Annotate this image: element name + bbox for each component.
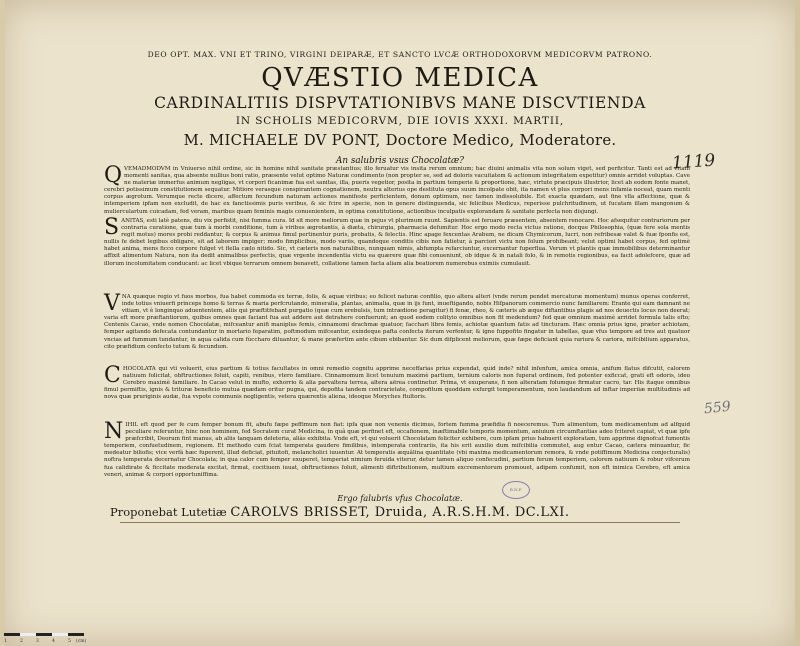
dropcap: C — [104, 363, 121, 388]
ruler-unit: (cm) — [76, 639, 87, 643]
conclusion-line: Ergo falubris vfus Chocolatæ. — [337, 493, 463, 503]
ruler-segment — [20, 633, 36, 636]
ruler-label: 2 — [20, 639, 23, 643]
title-moderator: M. MICHAELE DV PONT, Doctore Medico, Moderatore. — [183, 132, 617, 149]
library-stamp: B.N.F. — [502, 481, 530, 499]
paragraph-text: IHIL eft quod per fe cum femper bonum fit, abufu fæpe peffimum non fiat: ipfa quæ non venenis dicimus, fortem fumma præfidia fi noeceremus. Tum alimentum, tum medicamentum ad alfquid peculiare referuntur, hinc non hominem, fed Socratem curat Medicina, in quâ quæ perfinet eft, occafionem, inæftimabile temporis momentum, aniuium circumftantias adeo fciteret capiat, vt quæ ipfe præfcribit, Deorum fint manus, ab aliis tanquam deleteria, aliàs exhibita. Vnde eft, vt qui voluerit Chocolatam feliciter exhibere, cum ipfam prius habuerit exploratam, tum apprime dignofcat fumentis temperiem, confuetudinem, regionem. Et methodo cum fciat temperata gaudere fimilibus, intemperata contrariis, ita his erit auxilio dum mifcibilia commutet, aug entur Cacao, cætera minuantur, fic medeatur biliofis; vice verfà hæc fuperent, illud deficiat, pituitofi, melancholici iuuentur. At temperatis æquâlina quantitate (vbi maxima medicamentorum remora, & vnde potiffimum Medicina conjecturalis) noftra temperata decernatur Chocolata; in qua calor cum femper exuperet, temperiat nimium feruida viterur, detur tamen aliquo confecudini, partium ferum temperiem, calorem natiuum & robur vifcerum fua calidirate & ficcitate moderata excitat, firmat, cocitiuem iuuat, obftructiones foluit, alimenti diftributionem, multium excrementorum promouet, adipem confumit, non eft inimica Cerebro, eft amica veneri, animæ & corpori opportuniffima. — [104, 422, 690, 478]
dropcap: S — [104, 215, 120, 240]
ruler-label: 3 — [36, 639, 39, 643]
ruler-label: 5 — [68, 639, 71, 643]
dropcap: V — [104, 291, 120, 316]
handwritten-number: 1119 — [671, 150, 716, 174]
ruler-bar — [4, 633, 84, 636]
paragraph-3 — [104, 291, 690, 351]
margin-number: 559 — [703, 398, 732, 418]
paragraph-text: NA quæque regio vt fuos morbos, fua habet commoda ex terræ, folis, & aquæ viribus; eo felicet naturæ confilio, quo altera alteri (vnde rerum pendet mercaturæ momentum) munus operas conferret, inde totius vniuerfi princeps homo & terras & maria perfcrutando, mineralia, plantas, animalia, quæ in ijs funt, inueftigando, nobis Hifpanorum commercio nunc familiarem: Erante qui eam damnant ne vitiam, vt è longinquo aduententem, aliis qui præftitfebant purgatio (quæ cum erebulsis, tum intrædione peragitur) fi fenæ, rheo, & cæteris ab æque diftantibus plagis ad nos deuectis locus non deerat; varia eft more præftantiorum, quibus omnes quæ faciant fua aut addere aut detrahere confuerunt; an quod eodem colityio omnibus non fit medendum? fed quæ omnium maximè arridet formula talis efto; Centenis Cacao, vnde nomen Chocolatæ, mifceantur anifi maniplus femis, cinnamomi drachmæ quatuor, facchari libra femis, achiotæ quantum fatis ad tincturam. Hæc omnia prius igne, præter achiotam, femper agitando defecata contundantur in mortario feparatim, poftmodum mifceantur, exindeque pafta confecta iterum verfentur, & igne fuppofito fingatur in tabellas, quæ vfus tempore ad tres aut quatuor vncias ad fummum tundantur, in aqua calida cum fùccharo diluantur, & mane præfertim ante cibum ebibantur. Sic dum difplicent meliorum, quæ fæpe deficiant quia rariura & cariora, mifcibilium apparatus, cito præfidium confecto tutum & fecundum. — [104, 294, 690, 350]
dedication-line: DEO OPT. MAX. VNI ET TRINO, VIRGINI DEIPARÆ, ET SANCTO LVCÆ ORTHODOXORVM MEDICORVM PATRONO. — [147, 50, 653, 59]
ruler-segment — [52, 633, 68, 636]
paragraph-5 — [104, 419, 690, 479]
paragraph-text: ANITAS, esti latè patens, diu vix perfistit, nisi fumma cura. Id sit more meliorum quæ in pejus vt plurimum ruunt. Sapientis est feruare præsentem, absentem renocare. Hoc afsequitur contrariorum per contraria curatione, quæ tum à morbi conditione, tum à viribus ægrotantis, à diæta, chirurgia, pharmacia defumitur. Hoc ergo modo recta victus ratione, docque Philosophia, (quæ fere sola mentis regit motus) mores probi reddantur, & corpus & animus fimul pertinentur puris, probatis, & felectis. Hinc apage fexcentas Arabum, ne dicam Chymicorum, lucri, non refribesæ valet & fuæ fponfis est, nullis fe debet legibus obligare, sit ad laborem impiger; modo fimplicibus, modo variis, quandoque conditis cibis non fatietur, à parciori victu non folum prohibeant; velut optimi habet corpus, fed optimè habet anima, mens ficco corpore fulget vt flella cælo nitido. Sic, vt cæteris non naturalibus, nunquam nimis, abfumpta refarciuntur, excernantur fuperflua. Verum vt plantis quæ immobilibus determinantur affixit alimentum Natura, non ita dedit animalibus perfectis, quæ vrgente incendentia victu ea quærere quæ fibi conueniunt, ob idque & in natali folo, & in remotis regionibus, ea facit adolefcere, quæ ad illorum incolumitatem conducant: ac licet vbique terrarum omnem benavett, collatione tamen facta aliam alia beatiorem numerebus eximiis cumulauit. — [104, 218, 690, 267]
title-main: QVÆSTIO MEDICA — [261, 63, 539, 93]
paragraph-text: VEMADMODVM in Vniuerso nihil ordine, sic in homine nihil sanitate præstantius; illo feruatur vis insita rerum omnium; hac diuini animalis vita non solum viget, sed perficitur. Tanti est ad vitam momenti sanitas, qua absente nullius boni ratio, præsente velut optimo Naturæ condimento (non propter se, sed ad doloris vacuitatem & actionum integritatem expetitur) omnis arridet voluptas. Cave ne materiæ immerfus animum negligas, vt corpori ficanimæ fua est sanitas, illa, pueris vegetior, posita in partium temperie & proportione, hæc, virtute præcipuis illustrior, licet ab eodem fonte manet, cerebri potissimum constitutionem sequatur. Mitiore verasque conspirantem cognationem, neutra alterius ope destituta opus suum incolpate obit, ita namen vt plus corpori mens infamia noceat, quam menti corpus ægrotum. Verumque recte dicere, affectum fecundum naturam actiones manifeste perficientem, donum optimum, nec tamen indissolubile. Est exacta quædam, aut fine vlla affectione, quæ & intemperiem ipfam non excludit, de hac ex fanctissimis puris veribus, & sic fcire in specie, non in genere distinguenda, sic felicibus Medicus, reperisse pulchritudinem, ut fucatam illam mangonum & mulierculartum cuicadam, fed veram, maribus quam feminis magis conuenientem, in optima constitutione, actionibus inculpatis explorandam & sanitate perfecta non disjungi. — [104, 166, 690, 215]
title-subtitle: CARDINALITIIS DISPVTATIONIBVS MANE DISCVTIENDA — [154, 94, 646, 112]
paragraph-1 — [104, 163, 690, 216]
ruler-label: 1 — [4, 639, 7, 643]
bottom-rule — [120, 522, 680, 523]
dropcap: Q — [104, 163, 123, 188]
proponebat-label: Proponebat Lutetiæ — [110, 505, 227, 519]
paragraph-text: HOCOLATA qui vti voluerit, eius partium & totius facultates in omni remedio cognitu apprime neceffarias prius expendat, quid inde? nihil infenfum, amica omnia, anifum flatus difcutit, calorem natiuum folicitat, obftructiones foluit, capiti, renibus, vtero familiare. Cinnamomum licet tenuium maximè partium, ternium caloris non fuperat ordinem, fed potenter exficcat, grati eft odoris, ideo Cerebro maximè familiare. In Cacao velut in mufto, exhorrio & alia parvaltera terrea, altera aërea continetur. Prima, vt exuperans, fi non alteratam folumque firmatur cacro, tar. His itaque omnibus fimul permiftis, ignis & trituræ beneficio mutua quædam oritur pugna, qui, depofita tandem contrarietate, compofitum quoddam exfurgit temperamentum, non laudandum ad inftar imperiiæ multitudinis ad nova quæ pruriginis audæ, fua vvpote communis negligentis, vetera quærentis aliena, ideoque Moryches ftultoris. — [104, 366, 690, 401]
author-line — [110, 505, 570, 520]
title-date-line: IN SCHOLIS MEDICORVM, DIE IOVIS XXXI. MARTII, — [235, 115, 565, 127]
question-line: An salubris vsus Chocolatæ? — [336, 156, 464, 166]
scale-ruler — [4, 633, 90, 643]
ruler-label: 4 — [52, 639, 55, 643]
paragraph-4 — [104, 363, 690, 401]
paragraph-2 — [104, 215, 690, 268]
author-name: CAROLVS BRISSET, Druida, A.R.S.H.M. DC.LXI. — [230, 505, 570, 520]
dropcap: N — [104, 419, 124, 444]
